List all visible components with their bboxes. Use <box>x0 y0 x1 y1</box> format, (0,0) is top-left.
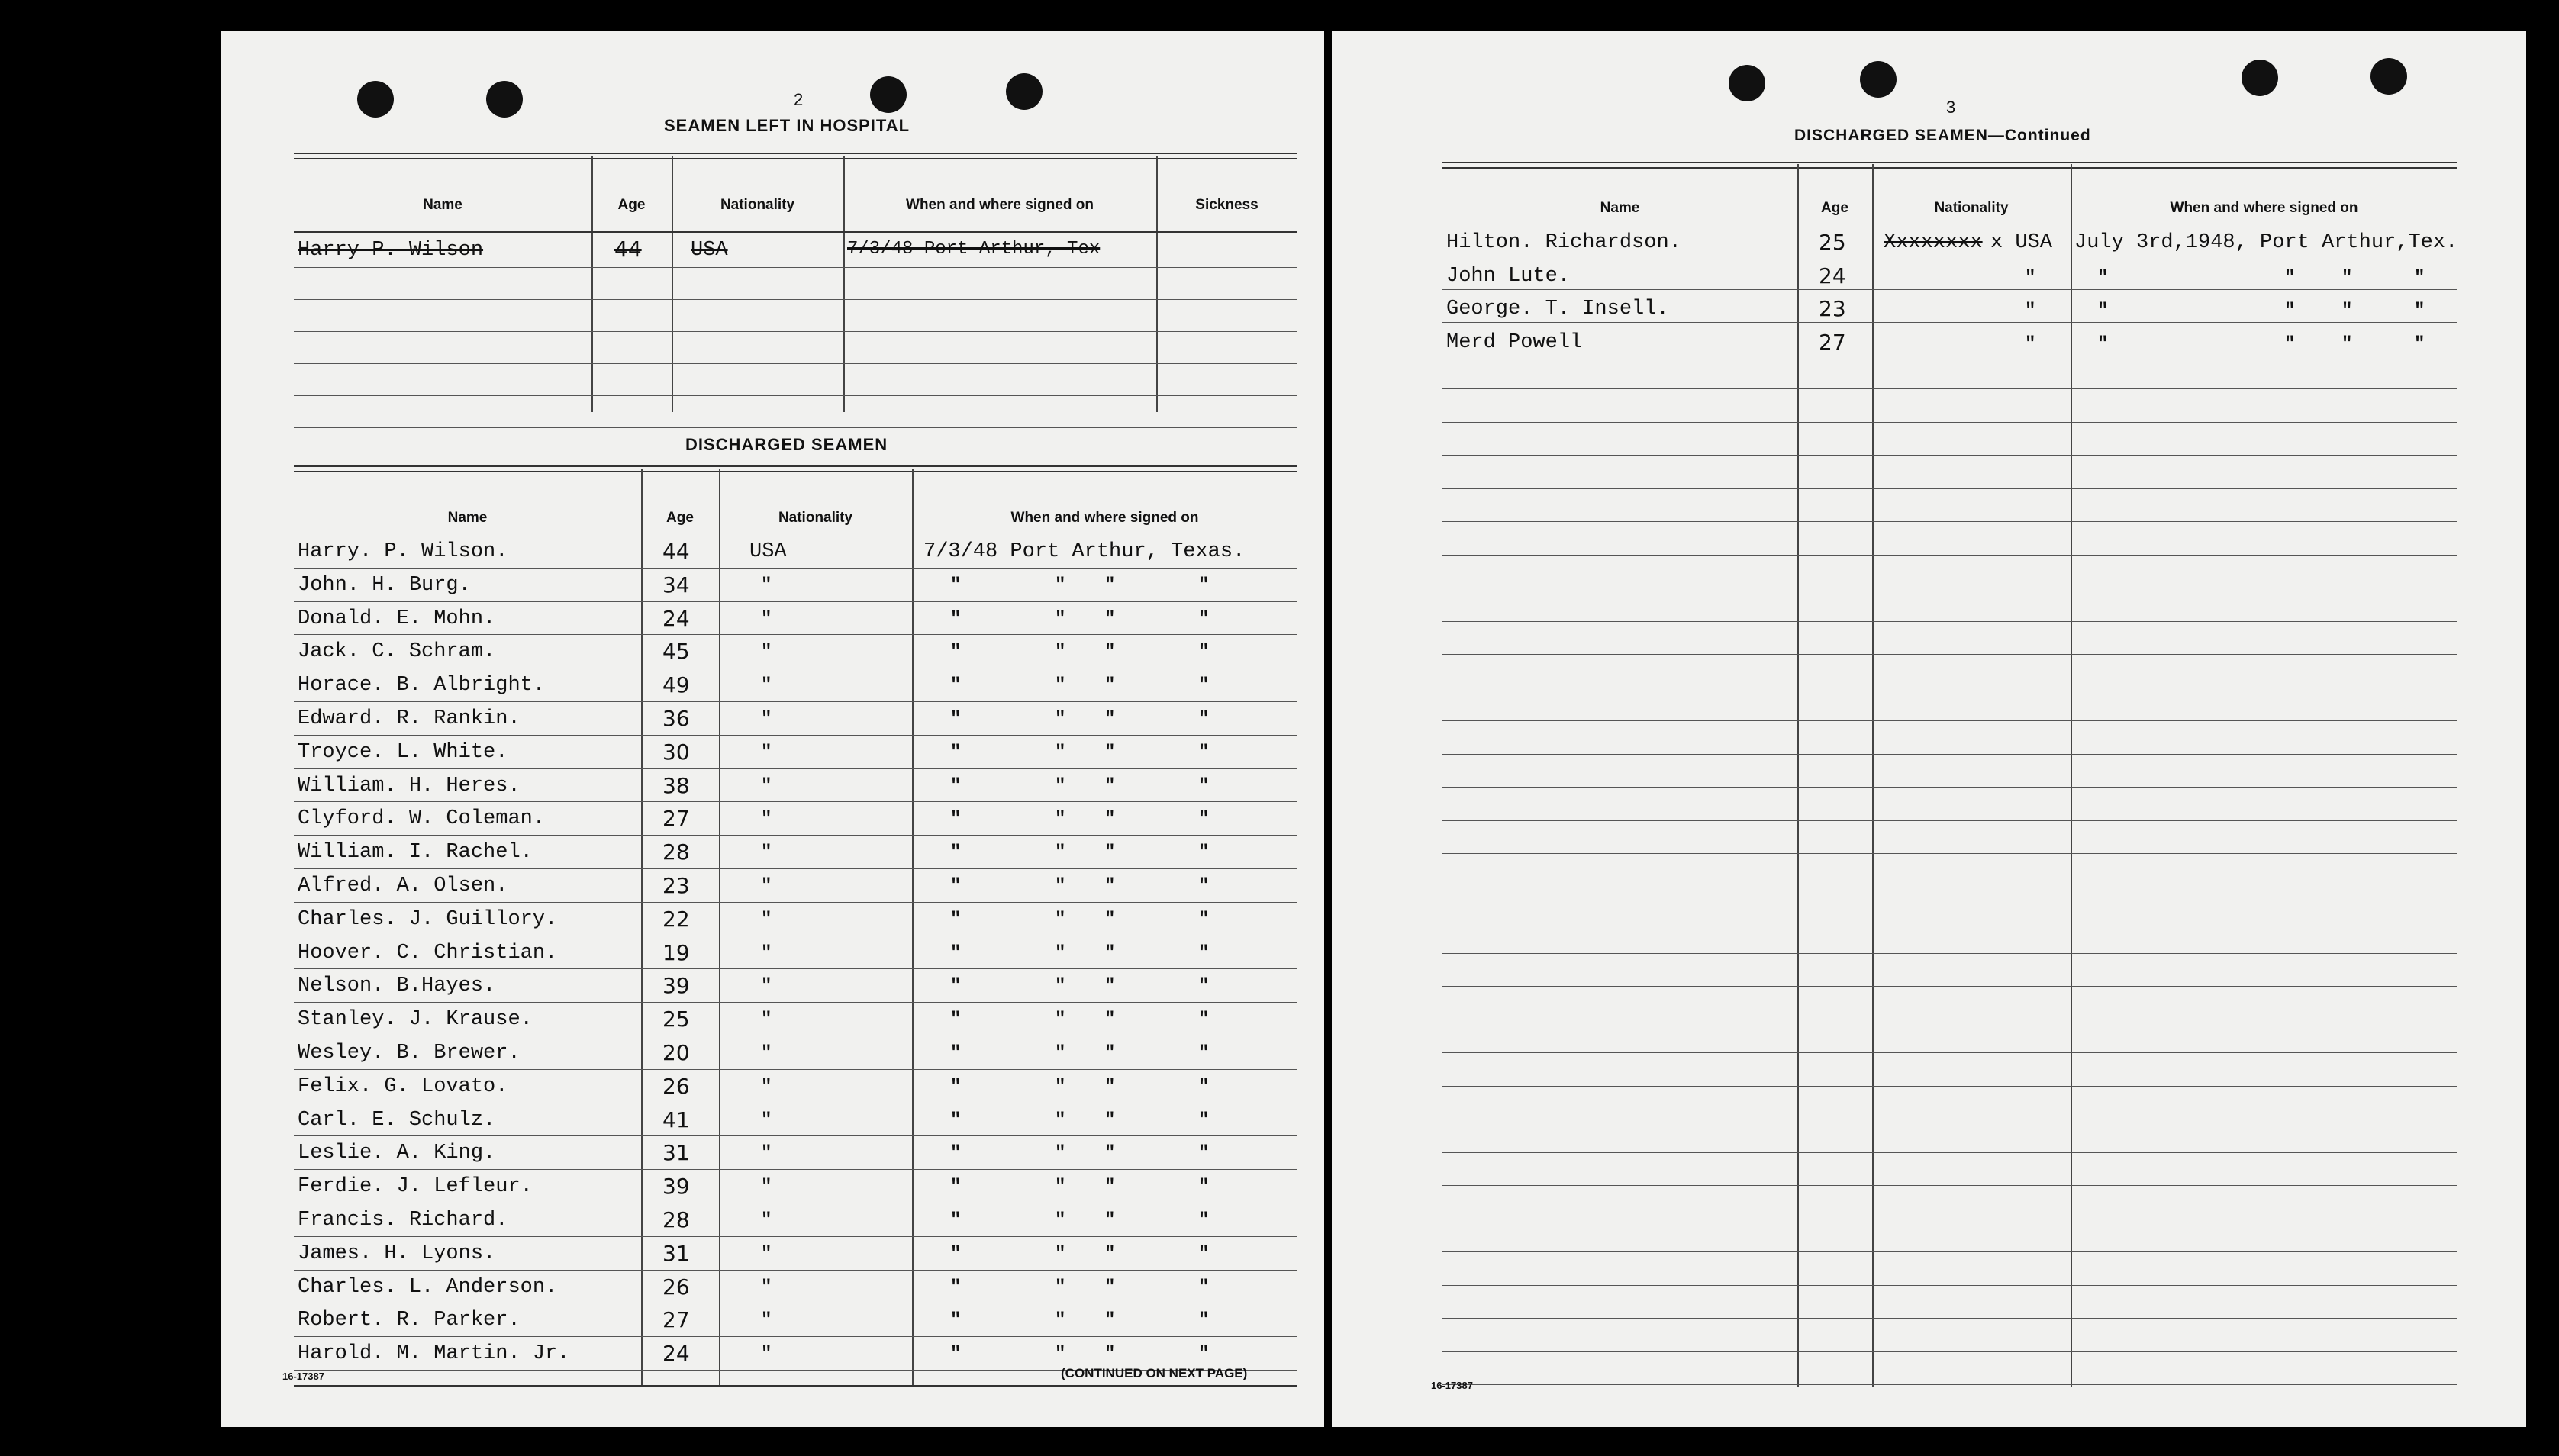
seaman-age: 27 <box>1819 329 1846 355</box>
seaman-name: Ferdie. J. Lefleur. <box>298 1175 533 1199</box>
seaman-nationality: USA <box>749 540 787 563</box>
seaman-age: 24 <box>1819 263 1846 288</box>
seaman-age: 31 <box>662 1240 690 1266</box>
punch-hole <box>2370 58 2407 95</box>
ditto-mark: " <box>2025 333 2036 355</box>
ditto-mark: " <box>1198 876 1210 897</box>
struck-name: Harry P. Wilson <box>298 239 484 262</box>
page-number: 3 <box>1946 98 1956 117</box>
rule <box>294 231 1297 233</box>
ditto-mark: " <box>1104 709 1116 730</box>
ditto-mark: " <box>1198 709 1210 730</box>
row-rule <box>294 1336 1297 1337</box>
punch-hole <box>870 76 907 113</box>
column-header: Age <box>617 197 646 213</box>
ditto-mark: " <box>1104 742 1116 763</box>
seaman-name: Edward. R. Rankin. <box>298 707 521 730</box>
seaman-name: Stanley. J. Krause. <box>298 1008 533 1032</box>
row-rule <box>1442 820 2457 821</box>
ditto-mark: " <box>761 909 772 930</box>
ditto-mark: " <box>761 1076 772 1097</box>
ditto-mark: " <box>950 1110 962 1131</box>
ditto-mark: " <box>1198 575 1210 596</box>
form-id: 16-17387 <box>1431 1380 1473 1391</box>
seaman-age: 28 <box>662 1207 690 1232</box>
seaman-name: Charles. L. Anderson. <box>298 1275 558 1299</box>
column-header: Nationality <box>778 510 853 526</box>
column-divider <box>1872 164 1874 1387</box>
seaman-age: 19 <box>662 939 690 965</box>
seaman-name: William. I. Rachel. <box>298 841 533 865</box>
row-rule <box>1442 654 2457 655</box>
row-rule <box>294 835 1297 836</box>
seaman-age: 30 <box>662 739 690 765</box>
seaman-signed-on: 7/3/48 Port Arthur, Texas. <box>923 540 1246 563</box>
ditto-mark: " <box>950 1177 962 1198</box>
row-rule <box>294 1270 1297 1271</box>
punch-hole <box>1860 61 1897 98</box>
ditto-mark: " <box>1055 1277 1066 1298</box>
column-divider <box>672 156 673 412</box>
ditto-mark: " <box>1104 842 1116 864</box>
ditto-mark: " <box>1104 976 1116 997</box>
ditto-mark: " <box>950 1344 962 1365</box>
seaman-name: Wesley. B. Brewer. <box>298 1042 521 1065</box>
ditto-mark: " <box>950 942 962 964</box>
ditto-mark: " <box>1198 1143 1210 1164</box>
ditto-mark: " <box>1104 1076 1116 1097</box>
ditto-mark: " <box>1198 675 1210 697</box>
ditto-mark: " <box>761 842 772 864</box>
ditto-mark: " <box>1198 909 1210 930</box>
row-rule <box>1442 1185 2457 1186</box>
seaman-age: 20 <box>662 1040 690 1065</box>
ditto-mark: " <box>1055 1010 1066 1031</box>
row-rule <box>1442 1052 2457 1053</box>
punch-hole <box>357 81 394 118</box>
row-rule <box>1442 621 2457 622</box>
ditto-mark: " <box>761 1344 772 1365</box>
ditto-mark: " <box>1198 642 1210 663</box>
ditto-mark: " <box>1104 942 1116 964</box>
seaman-age: 31 <box>662 1140 690 1166</box>
seaman-age: 39 <box>662 1174 690 1200</box>
row-rule <box>1442 455 2457 456</box>
page-number: 2 <box>794 90 804 109</box>
row-rule <box>294 568 1297 569</box>
ditto-mark: " <box>761 1277 772 1298</box>
ditto-mark: " <box>950 842 962 864</box>
ditto-mark: " <box>1055 942 1066 964</box>
seaman-age: 27 <box>662 1307 690 1333</box>
seaman-age: 23 <box>662 873 690 898</box>
seaman-age: 41 <box>662 1106 690 1132</box>
ditto-mark: " <box>950 742 962 763</box>
seaman-nationality: x USA <box>1990 231 2053 254</box>
ditto-mark: " <box>761 1110 772 1131</box>
ditto-mark: " <box>1104 608 1116 630</box>
ditto-mark: " <box>1055 1043 1066 1064</box>
row-rule <box>294 1002 1297 1003</box>
ditto-mark: " <box>1198 942 1210 964</box>
column-header: Sickness <box>1195 197 1259 213</box>
ditto-mark: " <box>950 1210 962 1231</box>
ditto-mark: " <box>950 642 962 663</box>
ditto-mark: " <box>1055 675 1066 697</box>
ditto-mark: " <box>761 1043 772 1064</box>
row-rule <box>294 735 1297 736</box>
row-rule <box>294 701 1297 702</box>
ditto-mark: " <box>950 976 962 997</box>
row-rule <box>1442 953 2457 954</box>
ditto-mark: " <box>1055 1243 1066 1264</box>
column-header: Age <box>666 510 694 526</box>
row-rule <box>1442 521 2457 522</box>
ditto-mark: " <box>1198 1110 1210 1131</box>
left-page <box>221 31 1324 1427</box>
ditto-mark: " <box>1104 1143 1116 1164</box>
ditto-mark: " <box>1055 709 1066 730</box>
column-divider <box>1156 156 1158 412</box>
column-header: When and where signed on <box>1010 510 1199 526</box>
column-header: Nationality <box>1934 200 2009 216</box>
ditto-mark: " <box>761 775 772 797</box>
ditto-mark: " <box>761 1177 772 1198</box>
column-divider <box>641 469 643 1385</box>
ditto-mark: " <box>2284 301 2296 321</box>
ditto-mark: " <box>761 1210 772 1231</box>
seaman-age: 49 <box>662 672 690 698</box>
punch-hole <box>486 81 523 118</box>
ditto-mark: " <box>2097 267 2109 288</box>
seaman-age: 39 <box>662 973 690 999</box>
ditto-mark: " <box>1104 1277 1116 1298</box>
seaman-name: Harold. M. Martin. Jr. <box>298 1342 570 1366</box>
ditto-mark: " <box>761 809 772 830</box>
ditto-mark: " <box>1198 842 1210 864</box>
column-divider <box>912 469 914 1385</box>
discharged-section-title: DISCHARGED SEAMEN <box>685 435 888 454</box>
row-rule <box>1442 289 2457 290</box>
continued-section-title: DISCHARGED SEAMEN—Continued <box>1794 127 2091 144</box>
seaman-name: Horace. B. Albright. <box>298 674 546 697</box>
column-header: Name <box>423 197 462 213</box>
row-rule <box>294 1069 1297 1070</box>
seaman-name: James. H. Lyons. <box>298 1242 496 1265</box>
seaman-name: Charles. J. Guillory. <box>298 907 558 931</box>
column-divider <box>1797 164 1799 1387</box>
ditto-mark: " <box>761 942 772 964</box>
ditto-mark: " <box>1104 775 1116 797</box>
ditto-mark: " <box>950 709 962 730</box>
punch-hole <box>1006 73 1043 110</box>
ditto-mark: " <box>1104 642 1116 663</box>
ditto-mark: " <box>1055 842 1066 864</box>
ditto-mark: " <box>1055 876 1066 897</box>
seaman-name: Merd Powell <box>1446 330 1583 354</box>
ditto-mark: " <box>2025 267 2036 288</box>
ditto-mark: " <box>1198 1177 1210 1198</box>
ditto-mark: " <box>1198 1010 1210 1031</box>
row-rule <box>294 331 1297 332</box>
ditto-mark: " <box>1198 742 1210 763</box>
seaman-name: Donald. E. Mohn. <box>298 607 496 630</box>
ditto-mark: " <box>1104 1110 1116 1131</box>
ditto-mark: " <box>761 1010 772 1031</box>
ditto-mark: " <box>1055 642 1066 663</box>
row-rule <box>294 363 1297 364</box>
row-rule <box>1442 986 2457 987</box>
row-rule <box>1442 853 2457 854</box>
ditto-mark: " <box>2341 333 2353 355</box>
ditto-mark: " <box>1198 1076 1210 1097</box>
ditto-mark: " <box>1198 1344 1210 1365</box>
punch-hole <box>1729 65 1765 101</box>
seaman-age: 34 <box>662 572 690 598</box>
ditto-mark: " <box>1055 1210 1066 1231</box>
row-rule <box>294 902 1297 903</box>
struck-nationality: USA <box>691 239 728 262</box>
row-rule <box>294 427 1297 428</box>
row-rule <box>1442 488 2457 489</box>
ditto-mark: " <box>950 809 962 830</box>
ditto-mark: " <box>1055 1110 1066 1131</box>
ditto-mark: " <box>1055 742 1066 763</box>
row-rule <box>1442 720 2457 721</box>
row-rule <box>294 1236 1297 1237</box>
seaman-name: John. H. Burg. <box>298 573 471 597</box>
seaman-age: 25 <box>1819 230 1846 255</box>
seaman-age: 23 <box>1819 296 1846 321</box>
seaman-name: Harry. P. Wilson. <box>298 540 508 563</box>
seaman-age: 22 <box>662 906 690 932</box>
row-rule <box>1442 1351 2457 1352</box>
row-rule <box>294 801 1297 802</box>
row-rule <box>294 299 1297 300</box>
seaman-name: Francis. Richard. <box>298 1209 508 1232</box>
seaman-age: 27 <box>662 806 690 832</box>
seaman-name: Robert. R. Parker. <box>298 1309 521 1332</box>
ditto-mark: " <box>1055 575 1066 596</box>
ditto-mark: " <box>761 608 772 630</box>
ditto-mark: " <box>1055 1177 1066 1198</box>
column-header: Age <box>1821 200 1848 216</box>
ditto-mark: " <box>761 709 772 730</box>
ditto-mark: " <box>1104 1310 1116 1332</box>
hospital-section-title: SEAMEN LEFT IN HOSPITAL <box>664 116 910 135</box>
ditto-mark: " <box>2097 333 2109 355</box>
row-rule <box>1442 1384 2457 1385</box>
ditto-mark: " <box>1198 1043 1210 1064</box>
seaman-age: 45 <box>662 639 690 665</box>
rule <box>294 465 1297 472</box>
ditto-mark: " <box>950 1143 962 1164</box>
ditto-mark: " <box>761 575 772 596</box>
ditto-mark: " <box>950 876 962 897</box>
row-rule <box>294 968 1297 969</box>
column-divider <box>2071 164 2072 1387</box>
row-rule <box>1442 1285 2457 1286</box>
ditto-mark: " <box>950 1043 962 1064</box>
ditto-mark: " <box>2341 301 2353 321</box>
row-rule <box>294 1135 1297 1136</box>
ditto-mark: " <box>761 675 772 697</box>
row-rule <box>294 634 1297 635</box>
ditto-mark: " <box>1198 1243 1210 1264</box>
row-rule <box>1442 555 2457 556</box>
seaman-name: Leslie. A. King. <box>298 1142 496 1165</box>
column-header: Name <box>447 510 488 526</box>
column-header: When and where signed on <box>2170 200 2358 216</box>
ditto-mark: " <box>950 909 962 930</box>
punch-hole <box>2242 60 2278 96</box>
row-rule <box>294 395 1297 396</box>
row-rule <box>1442 322 2457 323</box>
ditto-mark: " <box>1055 1310 1066 1332</box>
column-divider <box>591 156 593 412</box>
row-rule <box>294 601 1297 602</box>
ditto-mark: " <box>761 1310 772 1332</box>
struck-age: 44 <box>614 237 642 262</box>
ditto-mark: " <box>1198 608 1210 630</box>
ditto-mark: " <box>1055 1076 1066 1097</box>
ditto-mark: " <box>1055 976 1066 997</box>
row-rule <box>1442 787 2457 788</box>
seaman-age: 26 <box>662 1073 690 1099</box>
ditto-mark: " <box>1104 1043 1116 1064</box>
ditto-mark: " <box>1055 809 1066 830</box>
row-rule <box>1442 422 2457 423</box>
seaman-signed-on: July 3rd,1948, Port Arthur,Tex. <box>2074 231 2458 254</box>
ditto-mark: " <box>761 1143 772 1164</box>
ditto-mark: " <box>1198 976 1210 997</box>
ditto-mark: " <box>761 642 772 663</box>
ditto-mark: " <box>761 876 772 897</box>
continued-note: (CONTINUED ON NEXT PAGE) <box>1061 1366 1248 1380</box>
ditto-mark: " <box>2284 333 2296 355</box>
ditto-mark: " <box>2097 301 2109 321</box>
ditto-mark: " <box>950 1310 962 1332</box>
ditto-mark: " <box>1198 1277 1210 1298</box>
ditto-mark: " <box>1198 809 1210 830</box>
ditto-mark: " <box>2284 267 2296 288</box>
ditto-mark: " <box>2414 301 2425 321</box>
ditto-mark: " <box>1104 1243 1116 1264</box>
ditto-mark: " <box>950 775 962 797</box>
seaman-age: 25 <box>662 1007 690 1032</box>
rule <box>294 1385 1297 1387</box>
ditto-mark: " <box>950 575 962 596</box>
seaman-name: Jack. C. Schram. <box>298 640 496 664</box>
ditto-mark: " <box>1104 809 1116 830</box>
ditto-mark: " <box>950 1243 962 1264</box>
column-divider <box>719 469 720 1385</box>
ditto-mark: " <box>1198 1310 1210 1332</box>
ditto-mark: " <box>2414 333 2425 355</box>
seaman-age: 26 <box>662 1274 690 1300</box>
ditto-mark: " <box>1104 909 1116 930</box>
ditto-mark: " <box>1104 876 1116 897</box>
ditto-mark: " <box>1198 775 1210 797</box>
row-rule <box>1442 1251 2457 1252</box>
ditto-mark: " <box>950 1010 962 1031</box>
row-rule <box>1442 1086 2457 1087</box>
seaman-age: 24 <box>662 1341 690 1367</box>
seaman-age: 44 <box>662 539 690 564</box>
column-header: When and where signed on <box>906 197 1094 213</box>
rule <box>294 153 1297 159</box>
ditto-mark: " <box>1104 575 1116 596</box>
ditto-mark: " <box>950 1076 962 1097</box>
ditto-mark: " <box>2025 301 2036 321</box>
seaman-name: Nelson. B.Hayes. <box>298 974 496 998</box>
seaman-age: 36 <box>662 706 690 731</box>
column-header: Nationality <box>720 197 795 213</box>
seaman-name: George. T. Insell. <box>1446 298 1669 321</box>
seaman-name: Hoover. C. Christian. <box>298 941 558 965</box>
row-rule <box>294 1169 1297 1170</box>
ditto-mark: " <box>1055 909 1066 930</box>
ditto-mark: " <box>1055 608 1066 630</box>
right-page <box>1332 31 2526 1427</box>
ditto-mark: " <box>1104 675 1116 697</box>
seaman-name: Troyce. L. White. <box>298 740 508 764</box>
struck-nationality: Xxxxxxxx <box>1884 231 1983 254</box>
ditto-mark: " <box>761 1243 772 1264</box>
row-rule <box>294 768 1297 769</box>
column-header: Name <box>1600 200 1640 216</box>
seaman-age: 28 <box>662 839 690 865</box>
ditto-mark: " <box>1055 775 1066 797</box>
seaman-age: 24 <box>662 605 690 631</box>
ditto-mark: " <box>1104 1210 1116 1231</box>
seaman-name: Hilton. Richardson. <box>1446 231 1681 254</box>
ditto-mark: " <box>1104 1344 1116 1365</box>
ditto-mark: " <box>950 1277 962 1298</box>
seaman-name: John Lute. <box>1446 264 1571 288</box>
seaman-age: 38 <box>662 772 690 798</box>
ditto-mark: " <box>761 742 772 763</box>
struck-signed-on: 7/3/48 Port Arthur, Tex <box>847 239 1101 259</box>
seaman-name: Alfred. A. Olsen. <box>298 875 508 897</box>
row-rule <box>294 267 1297 268</box>
row-rule <box>1442 388 2457 389</box>
ditto-mark: " <box>2414 267 2425 288</box>
ditto-mark: " <box>1055 1143 1066 1164</box>
seaman-name: William. H. Heres. <box>298 774 521 797</box>
ditto-mark: " <box>1104 1177 1116 1198</box>
seaman-name: Clyford. W. Coleman. <box>298 807 546 831</box>
ditto-mark: " <box>950 608 962 630</box>
row-rule <box>1442 754 2457 755</box>
column-divider <box>843 156 845 412</box>
seaman-name: Felix. G. Lovato. <box>298 1074 508 1098</box>
rule <box>1442 162 2457 169</box>
ditto-mark: " <box>1198 1210 1210 1231</box>
ditto-mark: " <box>950 675 962 697</box>
seaman-name: Carl. E. Schulz. <box>298 1108 496 1132</box>
row-rule <box>294 868 1297 869</box>
ditto-mark: " <box>761 976 772 997</box>
form-id: 16-17387 <box>282 1371 324 1382</box>
row-rule <box>1442 1318 2457 1319</box>
ditto-mark: " <box>1055 1344 1066 1365</box>
ditto-mark: " <box>1104 1010 1116 1031</box>
row-rule <box>1442 1152 2457 1153</box>
ditto-mark: " <box>2341 267 2353 288</box>
